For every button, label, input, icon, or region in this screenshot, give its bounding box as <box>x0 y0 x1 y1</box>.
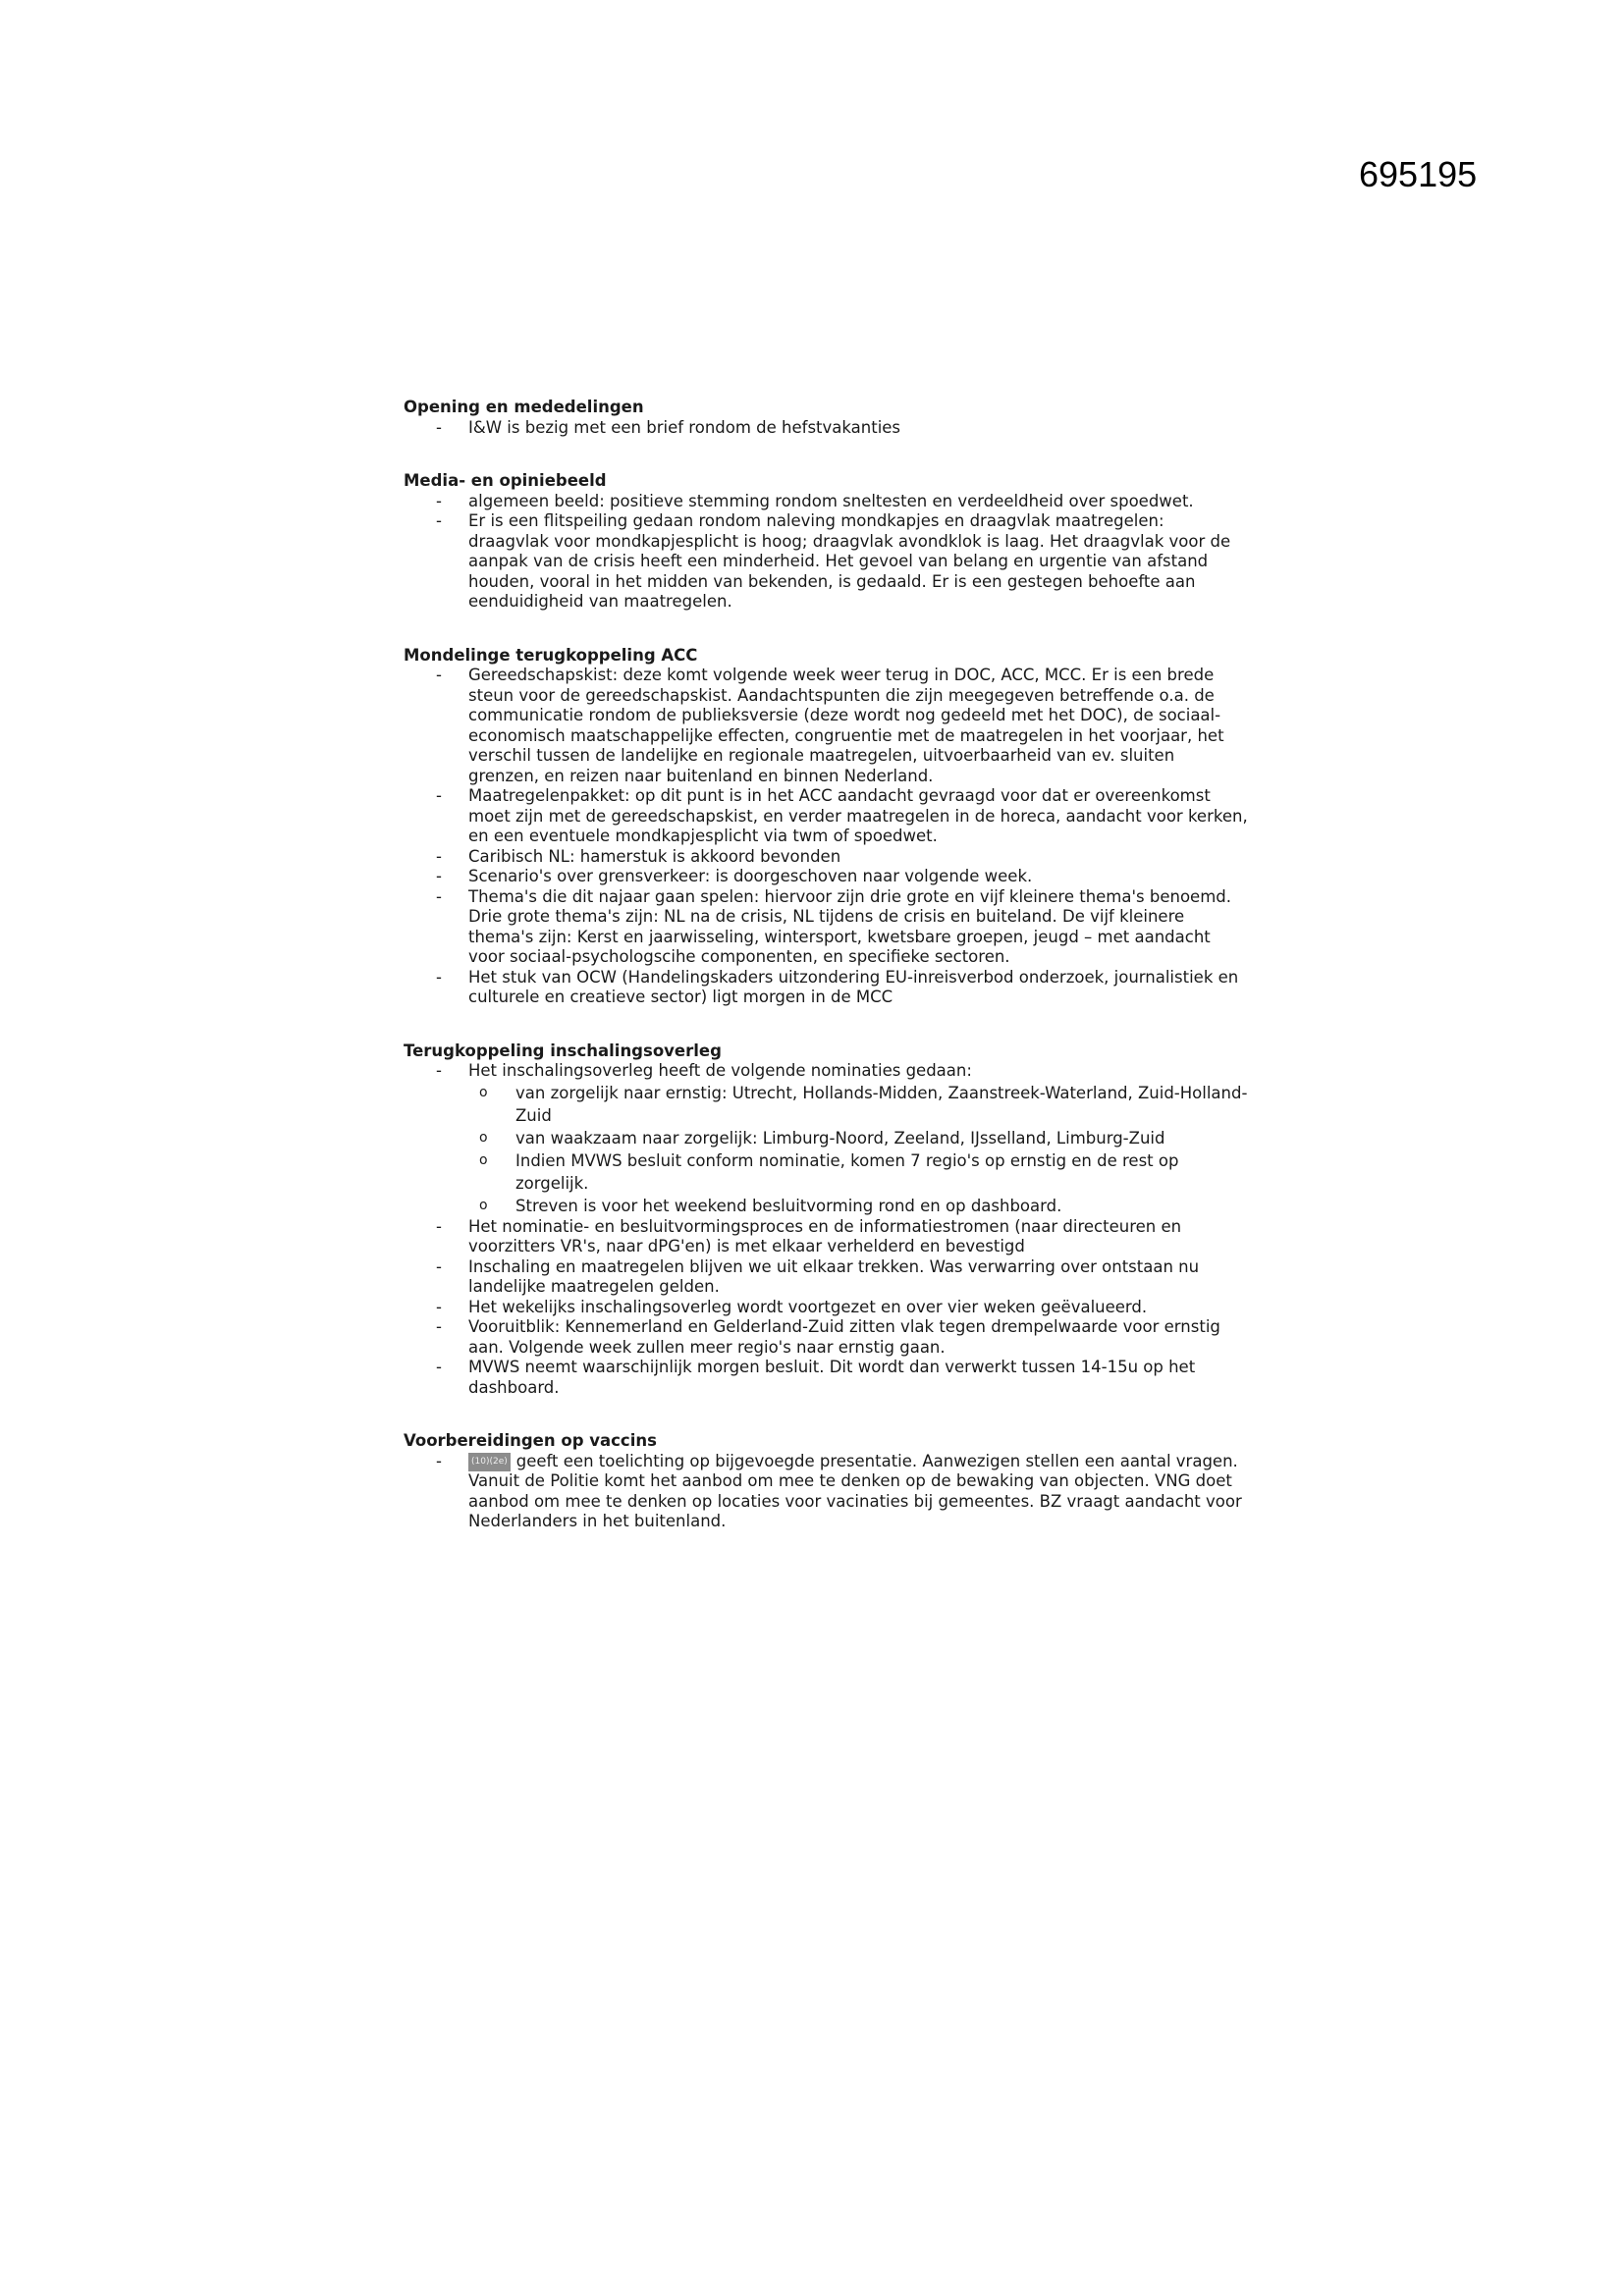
list-item: - Scenario's over grensverkeer: is doorgeschoven naar volgende week. <box>404 867 1248 887</box>
bullet-list <box>404 418 1248 439</box>
list-item: - Gereedschapskist: deze komt volgende week weer terug in DOC, ACC, MCC. Er is een brede steun voor de gereedschapskist. Aandachtspunten die zijn meegegeven betreffende o.a. de communicatie rondom de publieksversie (deze wordt nog gedeeld met het DOC), de sociaal-economisch maatschappelijke effecten, congruentie met de maatregelen in het voorjaar, het verschil tussen de landelijke en regionale maatregelen, uitvoerbaarheid van ev. sluiten grenzen, en reizen naar buitenland en binnen Nederland. <box>404 666 1248 786</box>
sub-list-item: o van waakzaam naar zorgelijk: Limburg-Noord, Zeeland, IJsselland, Limburg-Zuid <box>468 1127 1248 1149</box>
list-item: - Maatregelenpakket: op dit punt is in het ACC aandacht gevraagd voor dat er overeenkomst moet zijn met de gereedschapskist, en verder maatregelen in de horeca, aandacht voor kerken, en een eventuele mondkapjesplicht via twm of spoedwet. <box>404 786 1248 847</box>
list-item-intro: Het inschalingsoverleg heeft de volgende nominaties gedaan: <box>468 1061 972 1080</box>
bullet-list <box>404 666 1248 1008</box>
list-item: - algemeen beeld: positieve stemming rondom sneltesten en verdeeldheid over spoedwet. <box>404 492 1248 512</box>
section-heading: Mondelinge terugkoppeling ACC <box>404 645 698 665</box>
bullet-list <box>404 1452 1248 1532</box>
list-item: - Inschaling en maatregelen blijven we uit elkaar trekken. Was verwarring over ontstaan nu landelijke maatregelen gelden. <box>404 1257 1248 1298</box>
list-item: - Het nominatie- en besluitvormingsproces en de informatiestromen (naar directeuren en voorzitters VR's, naar dPG'en) is met elkaar verhelderd en bevestigd <box>404 1217 1248 1257</box>
list-item <box>404 1061 1248 1217</box>
redaction-box: (10)(2e) <box>468 1453 511 1471</box>
sub-list-item: o Indien MVWS besluit conform nominatie, komen 7 regio's op ernstig en de rest op zorgelijk. <box>468 1149 1248 1195</box>
bullet-list <box>404 492 1248 613</box>
section-vaccins <box>404 1431 1248 1532</box>
list-item: - Het wekelijks inschalingsoverleg wordt voortgezet en over vier weken geëvalueerd. <box>404 1298 1248 1318</box>
document-number: 695195 <box>1359 154 1478 194</box>
list-item: - Thema's die dit najaar gaan spelen: hiervoor zijn drie grote en vijf kleinere thema's benoemd. Drie grote thema's zijn: NL na de crisis, NL tijdens de crisis en buiteland. De vijf kleinere thema's zijn: Kerst en jaarwisseling, wintersport, kwetsbare groepen, jeugd – met aandacht voor sociaal-psychologscihe componenten, en specifieke sectoren. <box>404 887 1248 968</box>
sub-list-item: o van zorgelijk naar ernstig: Utrecht, Hollands-Midden, Zaanstreek-Waterland, Zuid-Holland-Zuid <box>468 1082 1248 1127</box>
list-item <box>404 1452 1248 1532</box>
list-item: - I&W is bezig met een brief rondom de hefstvakanties <box>404 418 1248 439</box>
list-item-text: geeft een toelichting op bijgevoegde presentatie. Aanwezigen stellen een aantal vragen. Vanuit de Politie komt het aanbod om mee te denken op de bewaking van objecten. VNG doet aanbod om mee te denken op locaties voor vacinaties bij gemeentes. BZ vraagt aandacht voor Nederlanders in het buitenland. <box>468 1451 1242 1530</box>
list-item: - MVWS neemt waarschijnlijk morgen besluit. Dit wordt dan verwerkt tussen 14-15u op het dashboard. <box>404 1358 1248 1398</box>
section-heading: Media- en opiniebeeld <box>404 471 607 490</box>
list-item: - Vooruitblik: Kennemerland en Gelderland-Zuid zitten vlak tegen drempelwaarde voor ernstig aan. Volgende week zullen meer regio's naar ernstig gaan. <box>404 1317 1248 1358</box>
section-heading: Terugkoppeling inschalingsoverleg <box>404 1041 722 1060</box>
list-item: - Caribisch NL: hamerstuk is akkoord bevonden <box>404 847 1248 868</box>
list-item: - Er is een flitspeiling gedaan rondom naleving mondkapjes en draagvlak maatregelen: draagvlak voor mondkapjesplicht is hoog; draagvlak avondklok is laag. Het draagvlak voor de aanpak van de crisis heeft een minderheid. Het gevoel van belang en urgentie van afstand houden, vooral in het midden van bekenden, is gedaald. Er is een gestegen behoefte aan eenduidigheid van maatregelen. <box>404 511 1248 613</box>
section-heading: Opening en mededelingen <box>404 398 644 416</box>
section-opening <box>404 398 1248 438</box>
section-inschaling <box>404 1041 1248 1399</box>
section-heading: Voorbereidingen op vaccins <box>404 1431 657 1450</box>
sub-list-item: o Streven is voor het weekend besluitvorming rond en op dashboard. <box>468 1195 1248 1217</box>
section-acc <box>404 646 1248 1008</box>
section-media <box>404 471 1248 613</box>
list-item: - Het stuk van OCW (Handelingskaders uitzondering EU-inreisverbod onderzoek, journalistiek en culturele en creatieve sector) ligt morgen in de MCC <box>404 968 1248 1008</box>
bullet-list <box>404 1061 1248 1398</box>
sub-list <box>468 1082 1248 1217</box>
minutes-body <box>404 398 1248 1566</box>
